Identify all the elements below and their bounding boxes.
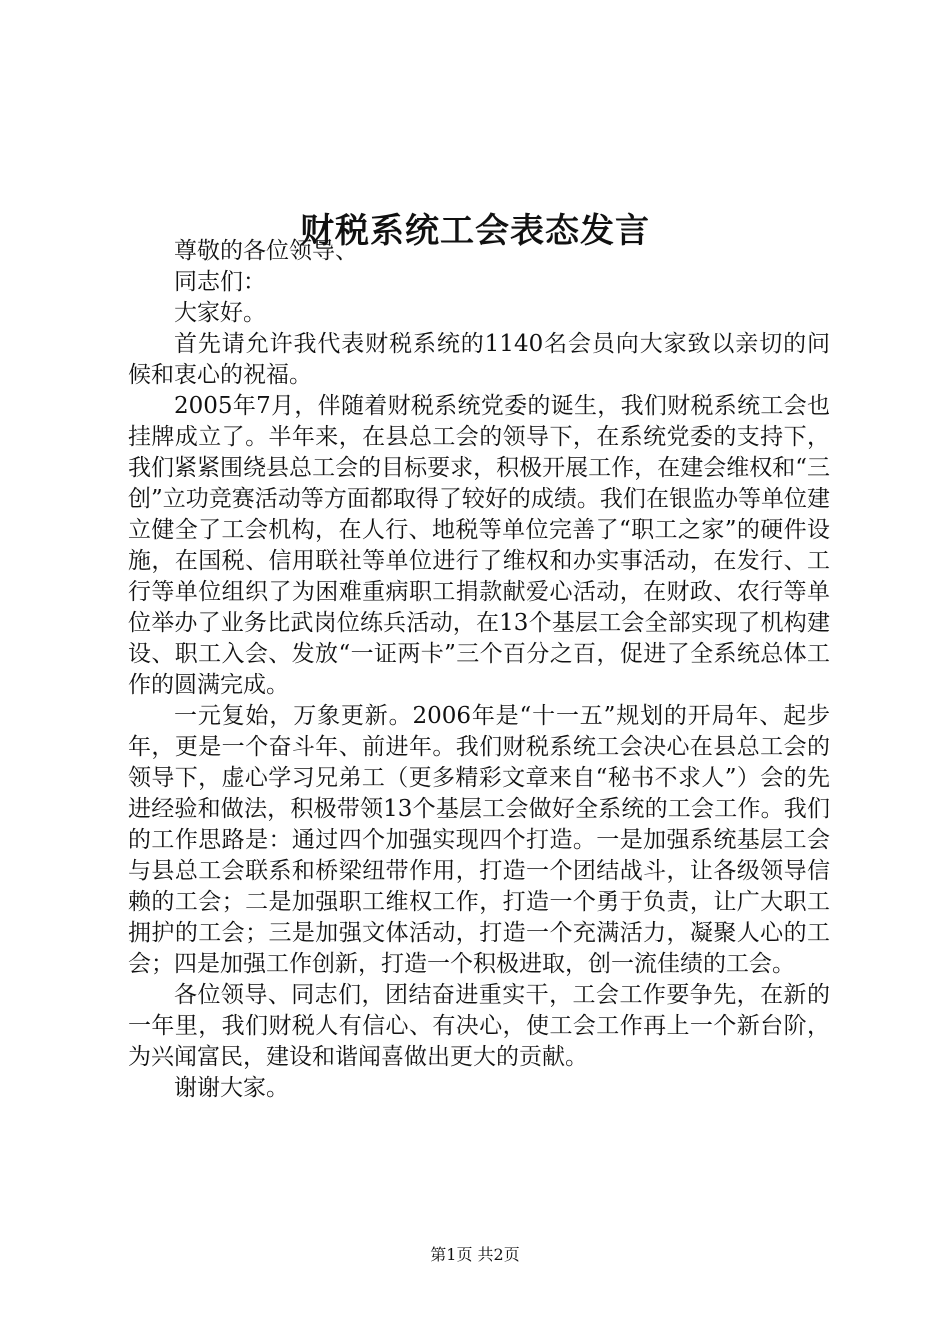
paragraph-closing: 各位领导、同志们，团结奋进重实干，工会工作要争先，在新的一年里，我们财税人有信心、有决心，使工会工作再上一个新台阶，为兴闻富民，建设和谐闻喜做出更大的贡献。 <box>128 982 830 1070</box>
document-body <box>128 236 830 1104</box>
page-footer: 第1页 共2页 <box>430 1245 520 1264</box>
greeting: 大家好。 <box>174 300 266 326</box>
salutation-line-1: 尊敬的各位领导、 <box>174 238 358 264</box>
paragraph-plans: 一元复始，万象更新。2006年是“十一五”规划的开局年、起步年，更是一个奋斗年、前进年。我们财税系统工会决心在县总工会的领导下，虚心学习兄弟工（更多精彩文章来自“秘书不求人”）会的先进经验和做法，积极带领13个基层工会做好全系统的工会工作。我们的工作思路是：通过四个加强实现四个打造。一是加强系统基层工会与县总工会联系和桥梁纽带作用，打造一个团结战斗，让各级领导信赖的工会；二是加强职工维权工作，打造一个勇于负责，让广大职工拥护的工会；三是加强文体活动，打造一个充满活力，凝聚人心的工会；四是加强工作创新，打造一个积极进取，创一流佳绩的工会。 <box>128 703 830 977</box>
salutation-line-2: 同志们： <box>174 269 266 295</box>
document-title: 财税系统工会表态发言 <box>300 210 650 251</box>
thanks-line: 谢谢大家。 <box>174 1075 289 1101</box>
paragraph-intro: 首先请允许我代表财税系统的1140名会员向大家致以亲切的问候和衷心的祝福。 <box>128 331 830 388</box>
paragraph-achievements: 2005年7月，伴随着财税系统党委的诞生，我们财税系统工会也挂牌成立了。半年来，在县总工会的领导下，在系统党委的支持下，我们紧紧围绕县总工会的目标要求，积极开展工作，在建会维权和“三创”立功竞赛活动等方面都取得了较好的成绩。我们在银监办等单位建立健全了工会机构，在人行、地税等单位完善了“职工之家”的硬件设施，在国税、信用联社等单位进行了维权和办实事活动，在发行、工行等单位组织了为困难重病职工捐款献爱心活动，在财政、农行等单位举办了业务比武岗位练兵活动，在13个基层工会全部实现了机构建设、职工入会、发放“一证两卡”三个百分之百，促进了全系统总体工作的圆满完成。 <box>128 393 830 698</box>
